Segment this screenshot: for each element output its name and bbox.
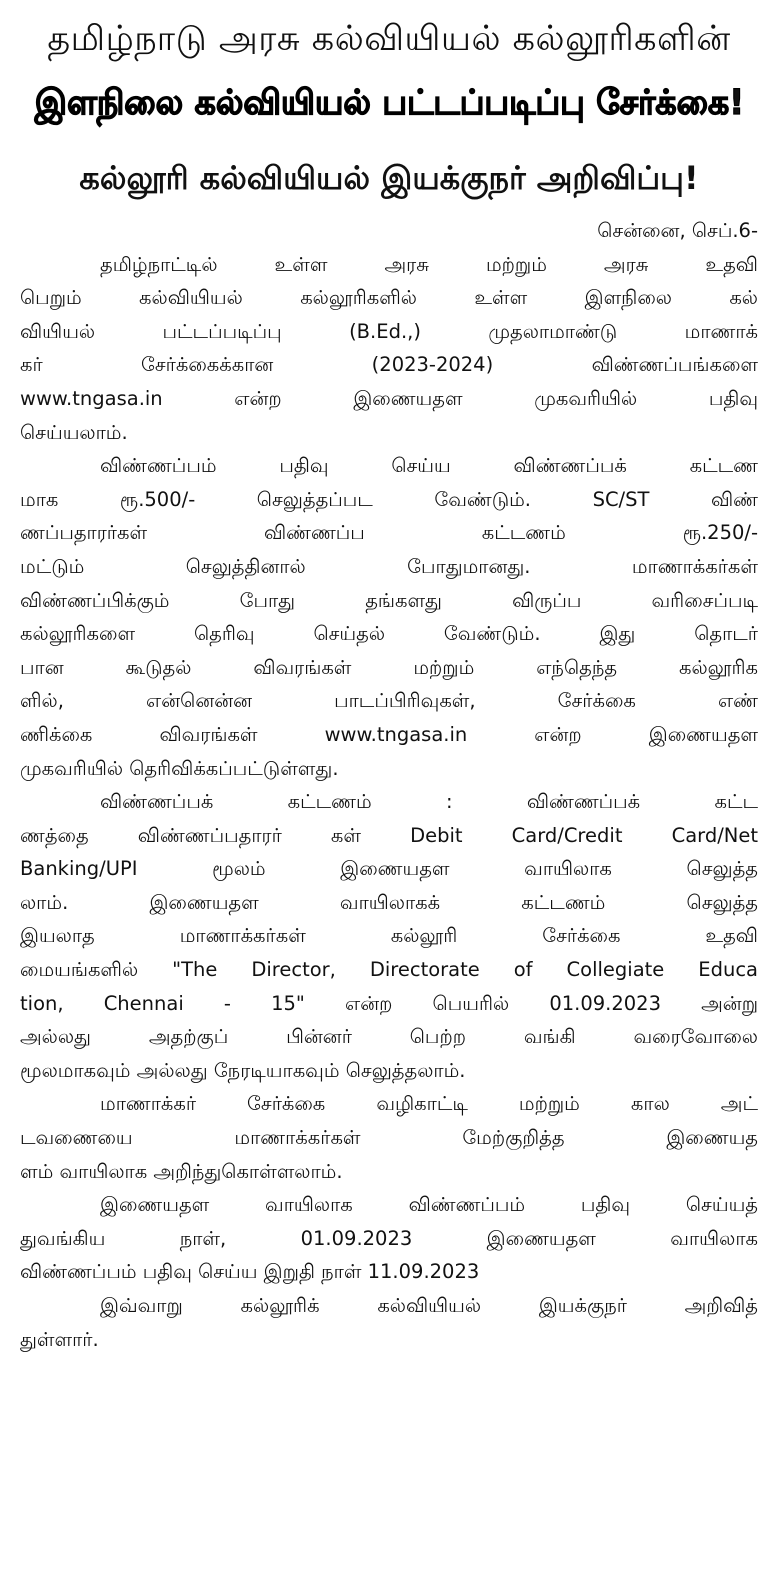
paragraph-line: ளில், என்னென்ன பாடப்பிரிவுகள், சேர்க்கை எண் [20, 689, 758, 713]
paragraph-line: செய்யலாம். [20, 420, 128, 444]
paragraph-line: Banking/UPI மூலம் இணையதள வாயிலாக செலுத்த [20, 857, 758, 881]
paragraph-line: முகவரியில் தெரிவிக்கப்பட்டுள்ளது. [20, 756, 339, 780]
headline-kicker: தமிழ்நாடு அரசு கல்வியியல் கல்லூரிகளின் [47, 19, 731, 59]
paragraph-line: விண்ணப்பம் பதிவு செய்ய இறுதி நாள் 11.09.2023 [20, 1260, 480, 1284]
paragraph-line: துள்ளார். [20, 1327, 99, 1351]
paragraph-line: இணையதள வாயிலாக விண்ணப்பம் பதிவு செய்யத் [100, 1193, 758, 1217]
paragraph-line: www.tngasa.in என்ற இணையதள முகவரியில் பதிவு [20, 386, 758, 410]
paragraph-line: ளம் வாயிலாக அறிந்துகொள்ளலாம். [20, 1159, 343, 1183]
paragraph-line: மட்டும் செலுத்தினால் போதுமானது. மாணாக்கர்கள் [20, 554, 758, 578]
headline-main: இளநிலை கல்வியியல் பட்டப்படிப்பு சேர்க்கை! [34, 83, 745, 123]
paragraph-line: ணிக்கை விவரங்கள் www.tngasa.in என்ற இணையதள [20, 722, 758, 746]
paragraph-line: விண்ணப்பக் கட்டணம் : விண்ணப்பக் கட்ட [100, 790, 758, 814]
paragraph-line: கர் சேர்க்கைக்கான (2023-2024) விண்ணப்பங்களை [20, 353, 758, 377]
article-body [20, 214, 758, 1356]
paragraph-line: பான கூடுதல் விவரங்கள் மற்றும் எந்தெந்த கல்லூரிக [20, 655, 758, 679]
paragraph-line: டவணையை மாணாக்கர்கள் மேற்குறித்த இணையத [20, 1126, 758, 1150]
dateline: சென்னை, செப்.6- [597, 219, 758, 242]
paragraph-line: ணத்தை விண்ணப்பதாரர் கள் Debit Card/Credit Card/Net [20, 823, 758, 847]
paragraph-line: tion, Chennai - 15" என்ற பெயரில் 01.09.2023 அன்று [20, 991, 758, 1015]
paragraph-line: விண்ணப்பிக்கும் போது தங்களது விருப்ப வரிசைப்படி [20, 588, 758, 612]
paragraph-line: மூலமாகவும் அல்லது நேரடியாகவும் செலுத்தலாம். [20, 1058, 466, 1082]
paragraph-line: மாணாக்கர் சேர்க்கை வழிகாட்டி மற்றும் கால அட் [100, 1092, 758, 1116]
paragraph-line: மாக ரூ.500/- செலுத்தப்பட வேண்டும். SC/ST விண் [20, 487, 758, 511]
paragraph-line: இவ்வாறு கல்லூரிக் கல்வியியல் இயக்குநர் அறிவித் [100, 1294, 758, 1317]
headline-subtitle: கல்லூரி கல்வியியல் இயக்குநர் அறிவிப்பு! [79, 159, 699, 197]
paragraph-line: விண்ணப்பம் பதிவு செய்ய விண்ணப்பக் கட்டண [100, 454, 758, 478]
paragraph-line: அல்லது அதற்குப் பின்னர் பெற்ற வங்கி வரைவோலை [20, 1025, 758, 1049]
paragraph-line: கல்லூரிகளை தெரிவு செய்தல் வேண்டும். இது தொடர் [20, 622, 758, 646]
paragraph-line: ணப்பதாரர்கள் விண்ணப்ப கட்டணம் ரூ.250/- [20, 521, 758, 545]
paragraph-line: துவங்கிய நாள், 01.09.2023 இணையதள வாயிலாக [20, 1226, 758, 1250]
paragraph-line: வியியல் பட்டப்படிப்பு (B.Ed.,) முதலாமாண்டு மாணாக் [20, 319, 758, 343]
paragraph-line: மையங்களில் "The Director, Directorate of Collegiate Educa [20, 958, 758, 982]
paragraph-line: பெறும் கல்வியியல் கல்லூரிகளில் உள்ள இளநிலை கல் [20, 286, 758, 310]
paragraph-line: இயலாத மாணாக்கர்கள் கல்லூரி சேர்க்கை உதவி [20, 924, 758, 948]
paragraph-line: லாம். இணையதள வாயிலாகக் கட்டணம் செலுத்த [20, 890, 758, 914]
paragraph-line: தமிழ்நாட்டில் உள்ள அரசு மற்றும் அரசு உதவி [100, 252, 758, 276]
